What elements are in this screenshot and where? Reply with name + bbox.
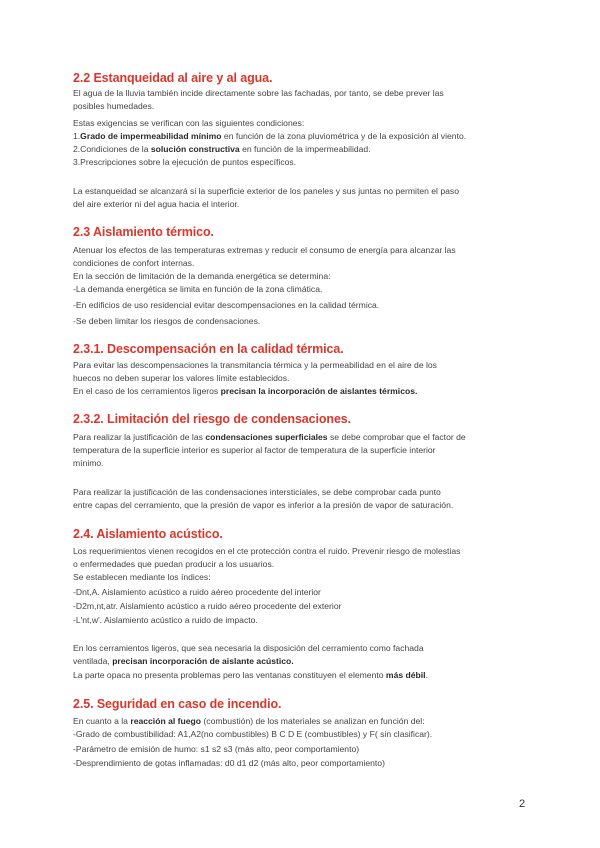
text-line: -Grado de combustibilidad: A1,A2(no combustibles) B C D E (combustibles) y F( sin clasificar). [73, 729, 433, 739]
text-line: La parte opaca no presenta problemas pero las ventanas constituyen el elemento más débil. [73, 670, 428, 680]
text-line: huecos no deben superar los valores límite establecidos. [73, 373, 290, 383]
heading-2-3-1: 2.3.1. Descompensación en la calidad térmica. [73, 342, 344, 356]
heading-2-3: 2.3 Aislamiento térmico. [73, 225, 214, 239]
condition-1: 1.Grado de impermeabilidad mínimo en función de la zona pluviométrica y de la exposición al viento. [73, 131, 467, 141]
text-line: entre capas del cerramiento, que la presión de vapor es inferior a la presión de vapor de saturación. [73, 500, 454, 510]
heading-2-4: 2.4. Aislamiento acústico. [73, 527, 223, 541]
condition-2: 2.Condiciones de la solución constructiva en función de la impermeabilidad. [73, 144, 371, 154]
text-line: condiciones de confort internas. [73, 258, 195, 268]
text-line: o enfermedades que puedan producir a los usuarios. [73, 559, 275, 569]
text-line: mínimo. [73, 458, 104, 468]
text-line: El agua de la lluvia también incide directamente sobre las fachadas, por tanto, se debe prever las [73, 88, 444, 98]
text-line: -Se deben limitar los riesgos de condensaciones. [73, 316, 261, 326]
text-line: En la sección de limitación de la demanda energética se determina: [73, 271, 331, 281]
text-line: -D2m,nt,atr. Aislamiento acústico a ruido aéreo procedente del exterior [73, 601, 342, 611]
text-line: Atenuar los efectos de las temperaturas extremas y reducir el consumo de energía para alcanzar las [73, 245, 456, 255]
text-line: posibles humedades. [73, 101, 155, 111]
text-line: La estanqueidad se alcanzará si la superficie exterior de los paneles y sus juntas no permiten el paso [73, 186, 459, 196]
heading-2-3-2: 2.3.2. Limitación del riesgo de condensaciones. [73, 412, 352, 426]
text-line: Para realizar la justificación de las condensaciones superficiales se debe comprobar que el factor de [73, 432, 466, 442]
page-number: 2 [519, 798, 526, 810]
text-line: En cuanto a la reacción al fuego (combustión) de los materiales se analizan en función del: [73, 716, 425, 726]
text-line: -Desprendimiento de gotas inflamadas: d0 d1 d2 (más alto, peor comportamiento) [73, 758, 385, 768]
text-line: -L'nt,w'. Aislamiento acústico a ruido de impacto. [73, 615, 258, 625]
text-line: -Parámetro de emisión de humo: s1 s2 s3 (más alto, peor comportamiento) [73, 744, 360, 754]
heading-2-5: 2.5. Seguridad en caso de incendio. [73, 697, 282, 711]
text-line: Para realizar la justificación de las condensaciones intersticiales, se debe comprobar cada punto [73, 487, 441, 497]
text-line: Para evitar las descompensaciones la transmitancia térmica y la permeabilidad en el aire de los [73, 360, 437, 370]
text-line: temperatura de la superficie interior es superior al factor de temperatura de la superficie interior [73, 445, 436, 455]
text-line: En el caso de los cerramientos ligeros precisan la incorporación de aislantes térmicos. [73, 386, 418, 396]
text-line: Se establecen mediante los índices: [73, 572, 211, 582]
text-line: -Dnt,A. Aislamiento acústico a ruido aéreo procedente del interior [73, 587, 321, 597]
text-line: Los requerimientos vienen recogidos en el cte protección contra el ruido. Prevenir riesgo de molestias [73, 546, 461, 556]
text-line: del aire exterior ni del agua hacia el interior. [73, 199, 240, 209]
text-line: En los cerramientos ligeros, que sea necesaria la disposición del cerramiento como fachada [73, 643, 424, 653]
text-line: -La demanda energética se limita en función de la zona climática. [73, 284, 323, 294]
condition-3: 3.Prescripciones sobre la ejecución de puntos específicos. [73, 157, 297, 167]
text-line: ventilada, precisan incorporación de aislante acústico. [73, 656, 294, 666]
heading-2-2: 2.2 Estanqueidad al aire y al agua. [73, 71, 273, 85]
text-line: Estas exigencias se verifican con las siguientes condiciones: [73, 118, 305, 128]
text-line: -En edificios de uso residencial evitar descompensaciones en la calidad térmica. [73, 300, 380, 310]
